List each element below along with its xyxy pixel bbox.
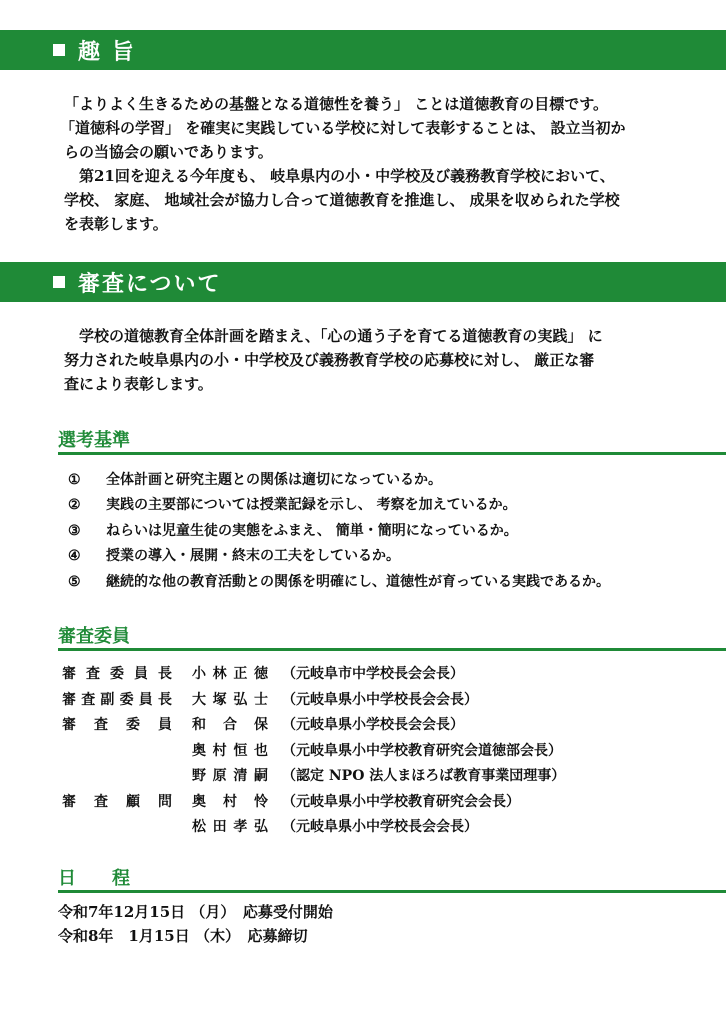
member-affiliation: （元岐阜県小学校長会会長）	[282, 717, 464, 733]
square-bullet-icon	[53, 276, 65, 288]
list-item: ⑤ 継続的な他の教育活動との関係を明確にし、道徳性が育っている実践であるか。	[68, 573, 610, 590]
subsection-header-members	[58, 620, 726, 651]
member-affiliation: （元岐阜県小中学校長会会長）	[282, 819, 478, 835]
list-item: ② 実践の主要部については授業記録を示し、 考察を加えているか。	[68, 497, 517, 514]
member-affiliation: （認定 NPO 法人まほろば教育事業団理事）	[282, 768, 566, 784]
subsection-title: 審査委員	[58, 626, 130, 647]
square-bullet-icon	[53, 44, 65, 56]
subsection-title: 日 程	[58, 868, 130, 889]
section-header-review	[0, 262, 726, 302]
member-name: 大塚弘士	[192, 691, 268, 708]
member-affiliation: （元岐阜県小中学校長会会長）	[282, 691, 478, 708]
text-line: 査により表彰します。	[64, 375, 213, 393]
member-role: 審査顧問	[62, 793, 172, 810]
text-line: 「よりよく生きるための基盤となる道徳性を養う」 ことは道徳教育の目標です。	[64, 95, 609, 113]
member-name: 奥村恒也	[192, 742, 268, 759]
section-title: 趣 旨	[78, 40, 136, 65]
member-affiliation: （元岐阜県小中学校教育研究会道徳部会長）	[282, 742, 562, 759]
text-line: 学校の道徳教育全体計画を踏まえ、「心の通う子を育てる道徳教育の実践」 に	[64, 327, 603, 345]
criteria-list	[68, 468, 610, 595]
member-affiliation: （元岐阜県小中学校教育研究会会長）	[282, 793, 520, 810]
member-role: 審査委員長	[62, 666, 172, 682]
list-item: ④ 授業の導入・展開・終末の工夫をしているか。	[68, 548, 400, 565]
subsection-header-schedule	[58, 862, 726, 893]
member-name: 野原清嗣	[192, 768, 268, 784]
section-header-purpose	[0, 30, 726, 70]
text-line: 学校、 家庭、 地域社会が協力し合って道徳教育を推進し、 成果を収められた学校	[64, 191, 620, 209]
member-name: 和合保	[192, 717, 268, 733]
member-name: 松田孝弘	[192, 819, 268, 835]
member-role: 審査委員	[62, 717, 172, 733]
member-name: 奥村怜	[192, 793, 268, 810]
member-role: 審査副委員長	[62, 691, 172, 708]
text-line: 「道徳科の学習」 を確実に実践している学校に対して表彰することは、 設立当初か	[60, 119, 626, 137]
member-affiliation: （元岐阜市中学校長会会長）	[282, 666, 464, 682]
text-line: らの当協会の願いであります。	[64, 143, 273, 161]
member-name: 小林正徳	[192, 666, 268, 682]
schedule-row: 令和8年 1月15日 （木） 応募締切	[58, 927, 308, 945]
purpose-text	[60, 92, 626, 236]
text-line: 努力された岐阜県内の小・中学校及び義務教育学校の応募校に対し、 厳正な審	[64, 351, 595, 369]
schedule-row: 令和7年12月15日 （月） 応募受付開始	[58, 903, 333, 921]
list-item: ① 全体計画と研究主題との関係は適切になっているか。	[68, 472, 442, 488]
text-line: 第21回を迎える今年度も、 岐阜県内の小・中学校及び義務教育学校において、	[64, 167, 615, 185]
subsection-title: 選考基準	[58, 430, 130, 451]
subsection-header-criteria	[58, 424, 726, 455]
list-item: ③ ねらいは児童生徒の実態をふまえ、 簡単・簡明になっているか。	[68, 522, 518, 539]
review-text	[64, 324, 603, 396]
section-title: 審査について	[78, 272, 222, 297]
text-line: を表彰します。	[64, 215, 168, 233]
schedule-list	[58, 900, 333, 948]
